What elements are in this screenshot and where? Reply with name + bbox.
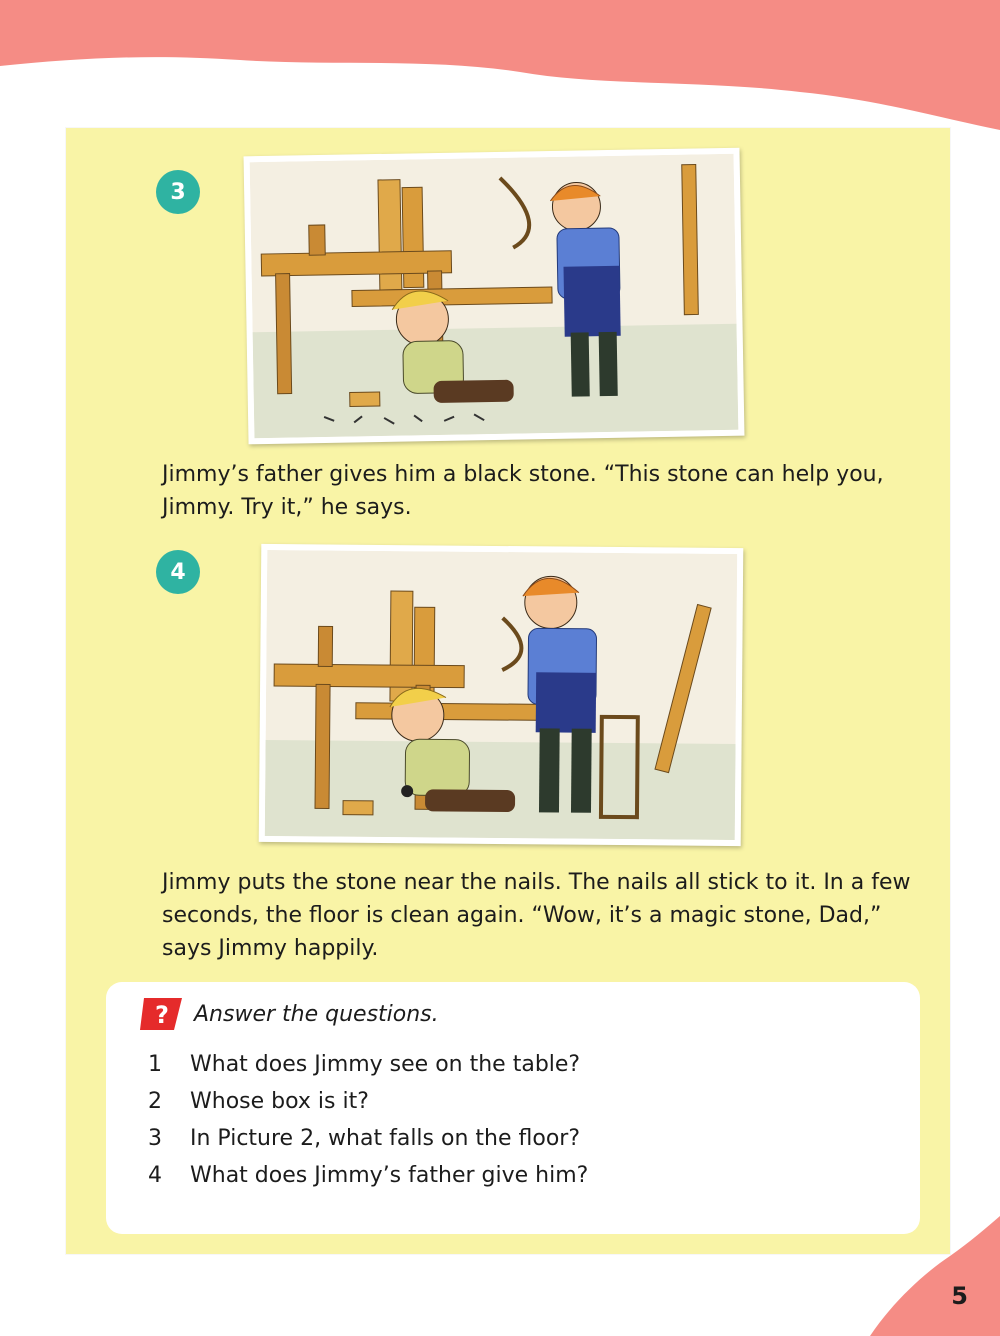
question-number: 4 — [148, 1163, 162, 1188]
svg-text:?: ? — [155, 1001, 169, 1029]
illustration-panel-4 — [259, 544, 744, 846]
panel-number-badge: 3 — [156, 170, 200, 214]
question-text: Whose box is it? — [190, 1089, 369, 1114]
questions-box — [106, 982, 920, 1234]
question-text: What does Jimmy’s father give him? — [190, 1163, 589, 1188]
panel-caption: Jimmy puts the stone near the nails. The nails all stick to it. In a few seconds, the floor is clean again. “Wow, it’s a magic stone, Dad,” says Jimmy happily. — [162, 870, 911, 961]
illustration-panel-3 — [244, 148, 745, 445]
question-number: 1 — [148, 1052, 162, 1077]
question-number: 3 — [148, 1126, 162, 1151]
top-banner-shape — [0, 0, 1000, 140]
panel-caption: Jimmy’s father gives him a black stone. “This stone can help you, Jimmy. Try it,” he says. — [162, 462, 884, 520]
bottom-banner-shape — [870, 1216, 1000, 1336]
questions-title: Answer the questions. — [194, 1002, 439, 1027]
page-number: 5 — [951, 1282, 968, 1310]
panel-number-badge: 4 — [156, 550, 200, 594]
question-text: In Picture 2, what falls on the floor? — [190, 1126, 580, 1151]
question-text: What does Jimmy see on the table? — [190, 1052, 581, 1077]
question-mark-icon — [140, 996, 186, 1032]
question-number: 2 — [148, 1089, 162, 1114]
